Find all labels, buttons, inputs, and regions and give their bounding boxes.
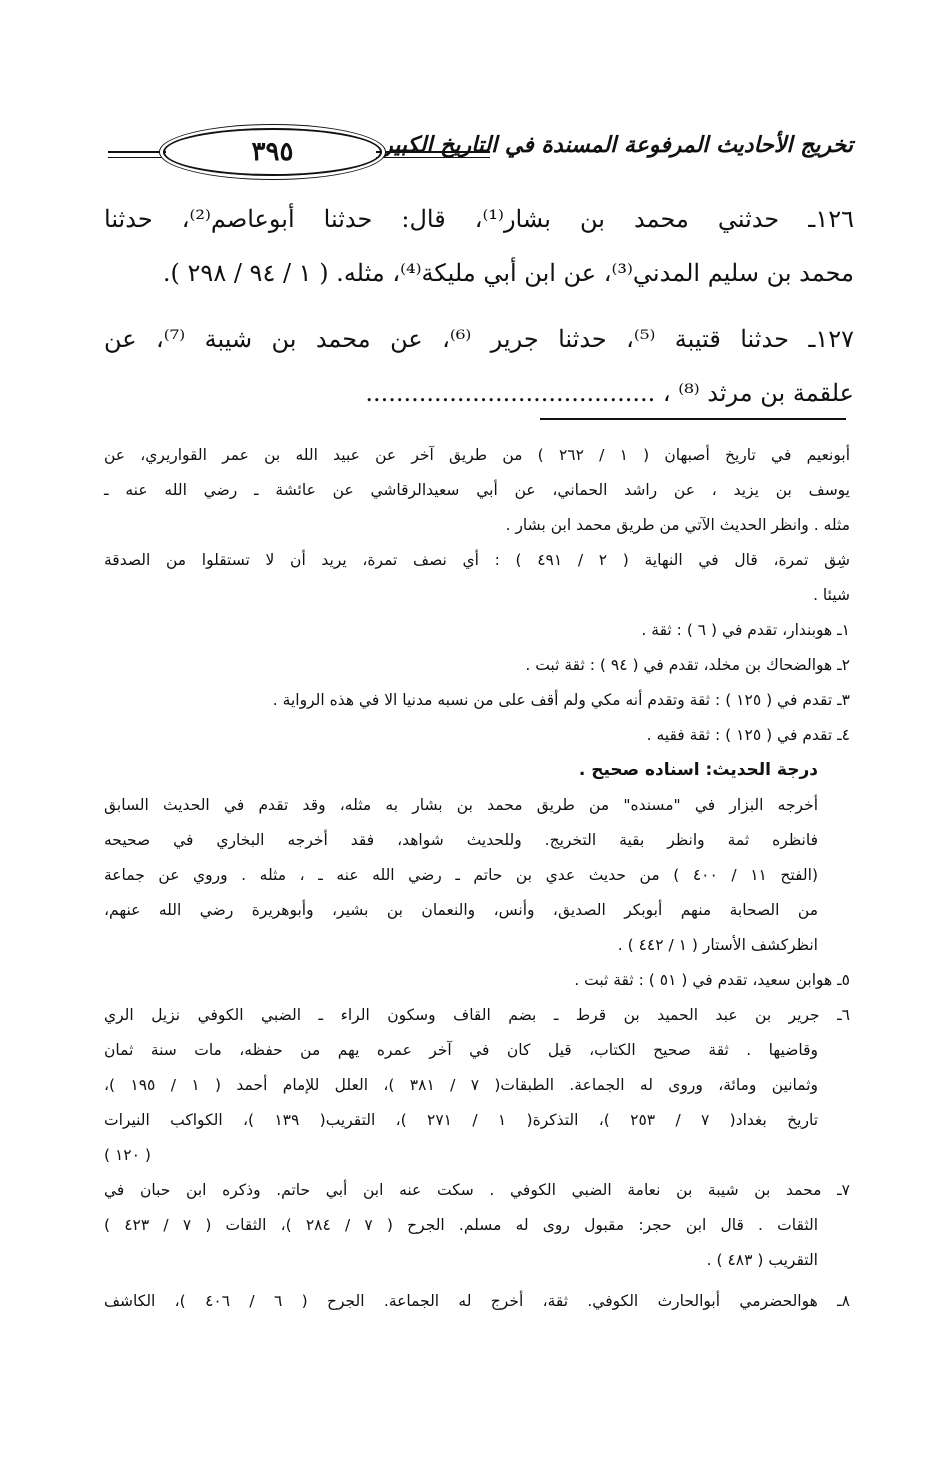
- footnote-7: [104, 1173, 850, 1278]
- footnote-divider: [540, 418, 846, 420]
- takhrij-line: (الفتح ١١ / ٤٠٠ ) من حديث عدي بن حاتم ـ رضي الله عنه ـ ، مثله . وروي عن جماعة: [104, 866, 819, 884]
- footnote-3: [104, 683, 850, 718]
- footnote-8: [104, 1284, 850, 1319]
- footnote-line: مثله . وانظر الحديث الآتي من طريق محمد ابن بشار .: [505, 516, 850, 534]
- footnote-1-text: ١ـ هوبندار، تقدم في ( ٦ ) : ثقة .: [641, 621, 850, 639]
- footnote-6-line: تاريخ بغداد( ٧ / ٢٥٣ )، التذكرة( ١ / ٢٧١ )، التقريب( ١٣٩ )، الكواكب النيرات: [104, 1111, 819, 1129]
- footnote-6: [104, 998, 850, 1173]
- header-rule-left-thin: [108, 157, 166, 158]
- page-header: [108, 128, 853, 188]
- hadith-126-line-2: محمد بن سليم المدني⁽³⁾، عن ابن أبي مليكة⁽⁴⁾، مثله. ( ١ / ٩٤ / ٢٩٨ ).: [162, 259, 854, 287]
- footnote-5-text: ٥ـ هوابن سعيد، تقدم في ( ٥١ ) : ثقة ثبت .: [574, 971, 850, 989]
- footnote-line: أبونعيم في تاريخ أصبهان ( ١ / ٢٦٢ ) من طريق آخر عن عبيد الله بن عمر القواريري، عن: [104, 446, 851, 464]
- footnote-7-line: الثقات . قال ابن حجر: مقبول روى له مسلم. الجرح ( ٧ / ٢٨٤ )، الثقات ( ٧ / ٤٢٣ ): [104, 1216, 819, 1234]
- hadith-127-line-2: علقمة بن مرثد ⁽⁸⁾ ، ......................................: [365, 379, 854, 407]
- hadith-127-line-1: ١٢٧ـ حدثنا قتيبة ⁽⁵⁾، حدثنا جرير ⁽⁶⁾، عن محمد بن شيبة ⁽⁷⁾، عن: [104, 325, 855, 353]
- footnote-4: [104, 718, 850, 753]
- page-number: ٣٩٥: [163, 128, 382, 176]
- footnote-6-line: ( ١٢٠ ): [104, 1146, 151, 1164]
- hadith-126-line-1: ١٢٦ـ حدثني محمد بن بشار⁽¹⁾، قال: حدثنا أبوعاصم⁽²⁾، حدثنا: [104, 205, 854, 233]
- footnote-6-line: وقاضيها . ثقة صحيح الكتاب، قيل كان في آخر عمره يهم من حفظه، مات سنة ثمان: [104, 1041, 818, 1059]
- main-text: [104, 192, 854, 420]
- hadith-grade: [104, 753, 850, 788]
- footnote-8-text: ٨ـ هوالحضرمي أبوالحارث الكوفي. ثقة، أخرج له الجماعة. الجرح ( ٦ / ٤٠٦ )، الكاشف: [104, 1292, 850, 1310]
- footnote-3-text: ٣ـ تقدم في ( ١٢٥ ) : ثقة وتقدم أنه مكي ولم أقف على من نسبه مدنيا الا في هذه الرواية .: [272, 691, 850, 709]
- footnote-7-line: ٧ـ محمد بن شيبة بن نعامة الضبي الكوفي . سكت عنه ابن أبي حاتم. وذكره ابن حبان في: [104, 1181, 850, 1199]
- footnote-7-line: التقريب ( ٤٨٣ ) .: [706, 1251, 818, 1269]
- footnote-5: [104, 963, 850, 998]
- header-rule-right-thin: [376, 157, 490, 158]
- footnote-line: شيئا .: [813, 586, 850, 604]
- footnotes: [104, 438, 850, 1319]
- footnote-6-line: ٦ـ جرير بن عبد الحميد بن قرط ـ بضم القاف وسكون الراء ـ الضبي الكوفي نزيل الري: [104, 1006, 850, 1024]
- footnote-2: [104, 648, 850, 683]
- header-rule-left: [108, 151, 166, 153]
- footnote-line: يوسف بن يزيد ، عن راشد الحماني، عن أبي سعيدالرقاشي عن عائشة ـ رضي الله عنه ـ: [104, 481, 850, 499]
- takhrij-block: [104, 788, 850, 963]
- takhrij-line: انظركشف الأستار ( ١ / ٤٤٢ ) .: [617, 936, 818, 954]
- footnote-continuation: [104, 438, 850, 613]
- takhrij-line: فانظره ثمة وانظر بقية التخريج. وللحديث شواهد، فقد أخرجه البخاري في صحيحه: [104, 831, 818, 849]
- footnote-line: شِق تمرة، قال في النهاية ( ٢ / ٤٩١ ) : أي نصف تمرة، يريد أن لا تستقلوا من الصدقة: [104, 551, 850, 569]
- takhrij-line: من الصحابة منهم أبوبكر الصديق، وأنس، والنعمان بن بشير، وأبوهريرة رضي الله عنهم،: [104, 901, 818, 919]
- footnote-1: [104, 613, 850, 648]
- footnote-2-text: ٢ـ هوالضحاك بن مخلد، تقدم في ( ٩٤ ) : ثقة ثبت .: [525, 656, 850, 674]
- header-rule-right: [376, 151, 490, 153]
- hadith-grade-text: درجة الحديث: اسناده صحيح .: [578, 760, 818, 780]
- takhrij-line: أخرجه البزار في "مسنده" من طريق محمد بن بشار به مثله، وقد تقدم في الحديث السابق: [104, 796, 818, 814]
- footnote-4-text: ٤ـ تقدم في ( ١٢٥ ) : ثقة فقيه .: [646, 726, 850, 744]
- book-title: تخريج الأحاديث المرفوعة المسندة في التاريخ الكبير: [382, 132, 853, 158]
- footnote-6-line: وثمانين ومائة، وروى له الجماعة. الطبقات( ٧ / ٣٨١ )، العلل للإمام أحمد ( ١ / ١٩٥ )،: [104, 1076, 818, 1094]
